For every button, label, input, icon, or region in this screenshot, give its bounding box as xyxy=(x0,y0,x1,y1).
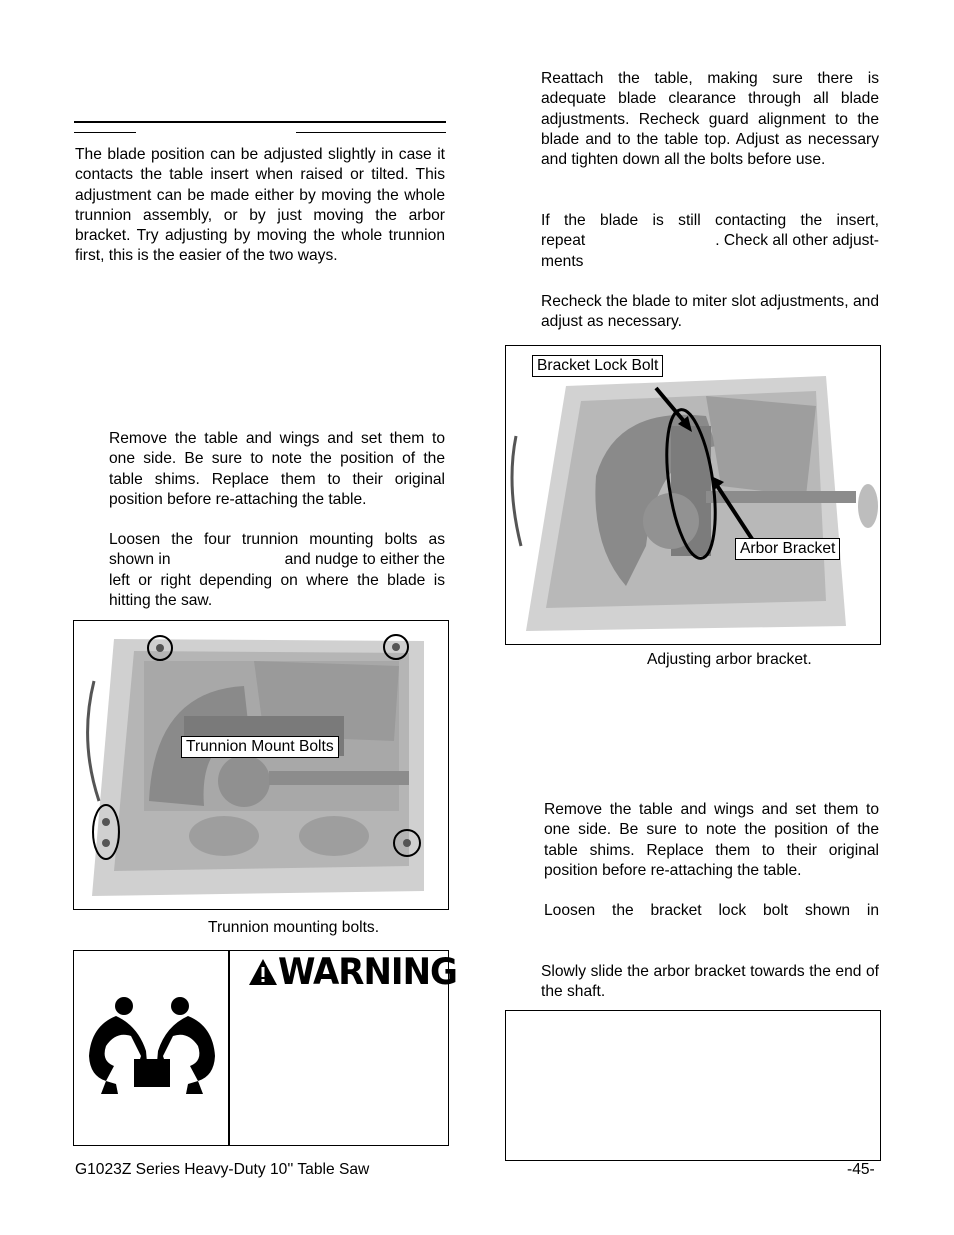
footer-page-number: -45- xyxy=(847,1161,875,1178)
trunnion-photo xyxy=(74,621,449,910)
arbor-bracket-figure xyxy=(505,345,881,645)
section-rule-thick xyxy=(74,121,446,123)
warning-divider xyxy=(228,951,230,1145)
reattach-paragraph: Reattach the table, making sure there is adequate blade clearance through all blade adjustments. Recheck guard alignment to the blade and to the table top. Adjust as necessary and tighten down all the bolts before use. xyxy=(541,70,879,169)
repeat-word: repeat xyxy=(541,232,586,250)
trunnion-step-1: Remove the table and wings and set them to one side. Be sure to note the position of the table shims. Replace them to their original position before re-attaching the table. xyxy=(109,430,445,508)
recheck-paragraph: Recheck the blade to miter slot adjustments, and adjust as necessary. xyxy=(541,293,879,331)
section-rule-thin-right xyxy=(296,132,446,133)
arbor-step-1: Remove the table and wings and set them to one side. Be sure to note the position of the table shims. Replace them to their original position before re-attaching the table. xyxy=(544,801,879,879)
section-rule-thin-left xyxy=(74,132,136,133)
trunnion-step-2-rest: left or right depending on where the blade is hitting the saw. xyxy=(109,571,445,609)
repeat-paragraph xyxy=(541,211,879,272)
footer-title: G1023Z Series Heavy-Duty 10'' Table Saw xyxy=(75,1161,370,1178)
note-box xyxy=(505,1010,881,1161)
trunnion-step-2 xyxy=(109,530,445,611)
trunnion-step-2-line2 xyxy=(109,550,445,570)
warning-triangle-icon xyxy=(248,957,278,987)
arbor-step-3: Slowly slide the arbor bracket towards the end of the shaft. xyxy=(541,963,879,1001)
warning-heading: WARNING xyxy=(278,950,457,994)
arbor-step-2: Loosen the bracket lock bolt shown in xyxy=(544,902,879,919)
trunnion-mount-bolts-label: Trunnion Mount Bolts xyxy=(181,736,339,758)
trunnion-step-2-nudge: and nudge to either the xyxy=(284,551,445,569)
two-person-lift-icon xyxy=(86,996,218,1096)
repeat-line2 xyxy=(541,231,879,251)
intro-paragraph: The blade position can be adjusted slightly in case it contacts the table insert when raised or tilted. This adjustment can be made either by moving the whole trunnion assembly, or by just moving the arbor bracket. Try adjusting by moving the whole trunnion first, this is the easier of the two ways. xyxy=(75,146,445,265)
repeat-check-all: . Check all other adjust- xyxy=(715,232,879,250)
arbor-photo xyxy=(506,346,881,645)
trunnion-step-2-shown-in: shown in xyxy=(109,551,171,569)
repeat-line3: ments xyxy=(541,252,584,270)
trunnion-figure-caption: Trunnion mounting bolts. xyxy=(208,919,380,936)
trunnion-step-2-line1: Loosen the four trunnion mounting bolts as xyxy=(109,531,445,548)
warning-box xyxy=(73,950,457,1146)
bracket-lock-bolt-label: Bracket Lock Bolt xyxy=(532,355,663,377)
repeat-line1: If the blade is still contacting the insert, xyxy=(541,212,879,229)
trunnion-figure xyxy=(73,620,449,910)
arbor-bracket-label: Arbor Bracket xyxy=(735,538,840,560)
arbor-figure-caption: Adjusting arbor bracket. xyxy=(647,651,812,668)
